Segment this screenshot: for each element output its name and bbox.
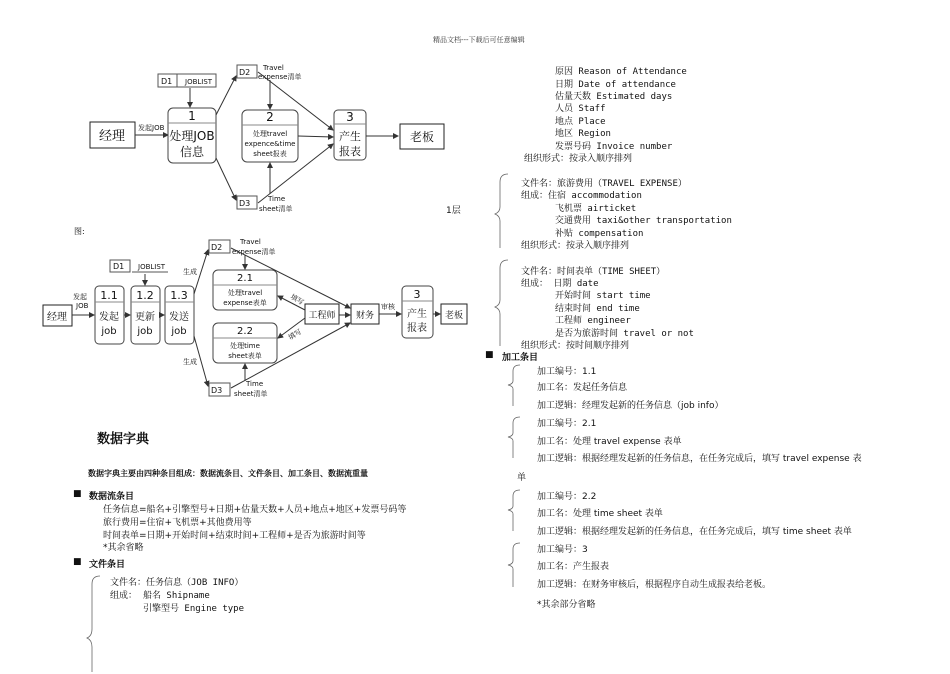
flow-heading: 数据流条目: [89, 492, 135, 502]
svg-text:Time: Time: [246, 380, 264, 388]
process-2-1-logic: 加工逻辑：根据经理发起新的任务信息，在任务完成后，填写 travel expense 表: [537, 454, 862, 464]
svg-text:更新: 更新: [135, 312, 155, 323]
svg-text:3: 3: [346, 110, 354, 124]
svg-text:处理JOB: 处理JOB: [169, 129, 215, 143]
file-heading: 文件条目: [89, 560, 126, 570]
timesheet-brace: [494, 258, 514, 350]
svg-text:发起: 发起: [73, 293, 87, 301]
svg-text:expense清单: expense清单: [232, 248, 276, 256]
timesheet-item: 开始时间 start time: [555, 291, 651, 301]
job-info-item: 引擎型号 Engine type: [143, 604, 245, 614]
process-heading-bullet: ■: [485, 350, 494, 360]
file-heading-bullet: ■: [73, 557, 82, 567]
svg-text:2: 2: [266, 110, 274, 124]
job-info-item: 地点 Place: [555, 117, 606, 127]
svg-text:产生: 产生: [339, 130, 361, 143]
process-brace-3: [506, 541, 526, 591]
svg-text:D2: D2: [211, 243, 223, 252]
timesheet-item: 是否为旅游时间 travel or not: [555, 329, 694, 339]
svg-text:2.2: 2.2: [237, 326, 253, 337]
svg-text:处理travel: 处理travel: [227, 289, 263, 297]
travel-org: 组织形式：按录入顺序排列: [521, 241, 630, 251]
svg-text:产生: 产生: [407, 309, 427, 320]
svg-text:审核: 审核: [381, 303, 395, 311]
flow-line: 任务信息=船名+引擎型号+日期+估量天数+人员+地点+地区+发票号码等: [103, 505, 407, 515]
svg-text:老板: 老板: [444, 311, 464, 321]
travel-item: 交通费用 taxi&other transportation: [555, 216, 732, 226]
svg-text:填写: 填写: [289, 292, 306, 307]
svg-text:job: job: [171, 326, 187, 337]
svg-text:job: job: [101, 326, 117, 337]
svg-text:D3: D3: [211, 386, 223, 395]
process-2-2-name: 加工名：处理 time sheet 表单: [537, 509, 663, 519]
process-1-1-number: 加工编号：1.1: [537, 367, 597, 377]
svg-text:D1: D1: [113, 262, 125, 271]
process-2-2-logic: 加工逻辑：根据经理发起新的任务信息，在任务完成后，填写 time sheet 表单: [537, 527, 852, 537]
travel-comp: 组成：住宿 accommodation: [521, 191, 642, 201]
svg-text:1.3: 1.3: [170, 289, 188, 302]
process-3-name: 加工名：产生报表: [537, 562, 610, 572]
job-info-filename: 文件名：任务信息（JOB INFO）: [110, 578, 244, 588]
dfd-level2-diagram: [0, 228, 480, 408]
svg-text:2.1: 2.1: [237, 273, 253, 284]
svg-text:处理travel: 处理travel: [252, 130, 288, 138]
travel-brace: [494, 172, 514, 252]
process-brace-2-1: [506, 415, 526, 460]
svg-text:JOBLIST: JOBLIST: [185, 78, 213, 86]
svg-text:3: 3: [413, 288, 421, 301]
svg-text:D1: D1: [161, 77, 173, 86]
timesheet-filename: 文件名：时间表单（TIME SHEET）: [521, 267, 666, 277]
svg-text:处理time: 处理time: [230, 342, 260, 350]
process-2-1-logic-wrap: 单: [517, 473, 527, 483]
level-caption: 1层: [446, 206, 461, 216]
svg-text:填写: 填写: [287, 327, 304, 342]
svg-text:sheet清单: sheet清单: [234, 390, 268, 398]
figure-label: 图:: [74, 227, 85, 236]
job-info-comp-label: 组成：: [110, 591, 138, 601]
process-2-1-name: 加工名：处理 travel expense 表单: [537, 437, 682, 447]
svg-text:expense清单: expense清单: [258, 73, 302, 81]
svg-text:发送: 发送: [169, 312, 189, 323]
flow-line: 时间表单=日期+开始时间+结束时间+工程师+是否为旅游时间等: [103, 531, 366, 541]
svg-text:生成: 生成: [183, 358, 197, 366]
svg-text:expense表单: expense表单: [223, 299, 267, 307]
svg-text:经理: 经理: [47, 312, 67, 323]
svg-text:报表: 报表: [339, 145, 361, 158]
process-1-1-logic: 加工逻辑：经理发起新的任务信息（job info）: [537, 401, 724, 411]
process-brace-2-2: [506, 488, 526, 533]
page-header: 精品文档---下载后可任意编辑: [433, 36, 525, 44]
job-info-item: 发票号码 Invoice number: [555, 142, 673, 152]
svg-text:job: job: [137, 326, 153, 337]
svg-text:Time: Time: [268, 195, 286, 203]
svg-text:发起: 发起: [99, 312, 119, 323]
job-info-item: 日期 Date of attendance: [555, 80, 676, 90]
job-info-item: 船名 Shipname: [143, 591, 210, 601]
svg-text:D2: D2: [239, 68, 251, 77]
svg-text:sheet表单: sheet表单: [228, 352, 262, 360]
dictionary-intro: 数据字典主要由四种条目组成：数据流条目、文件条目、加工条目、数据流重量: [88, 469, 368, 478]
timesheet-comp: 组成： 日期 date: [521, 279, 599, 289]
process-brace-1-1: [506, 363, 526, 408]
svg-text:sheet清单: sheet清单: [259, 205, 293, 213]
svg-text:1.2: 1.2: [136, 289, 154, 302]
svg-text:信息: 信息: [179, 145, 205, 159]
svg-text:发起JOB: 发起JOB: [138, 124, 165, 132]
timesheet-org: 组织形式：按时间顺序排列: [521, 341, 630, 351]
process-1-1-name: 加工名：发起任务信息: [537, 383, 628, 393]
svg-text:工程师: 工程师: [308, 311, 336, 321]
rest-omitted-note: *其余部分省略: [537, 600, 596, 610]
process-2-2-number: 加工编号：2.2: [537, 492, 597, 502]
timesheet-item: 结束时间 end time: [555, 304, 640, 314]
job-info-brace: [86, 574, 106, 674]
flow-line: *其余省略: [103, 543, 144, 553]
timesheet-item: 工程师 engineer: [555, 316, 631, 326]
svg-text:生成: 生成: [183, 268, 197, 276]
job-info-item: 原因 Reason of Attendance: [555, 67, 687, 77]
svg-text:报表: 报表: [407, 323, 427, 334]
svg-text:财务: 财务: [355, 311, 375, 321]
dfd-level1-diagram: [0, 0, 470, 230]
travel-filename: 文件名：旅游费用（TRAVEL EXPENSE）: [521, 179, 687, 189]
svg-text:1: 1: [188, 109, 196, 123]
process-3-logic: 加工逻辑：在财务审核后，根据程序自动生成报表给老板。: [537, 580, 772, 590]
process-heading: 加工条目: [502, 353, 539, 363]
job-info-item: 人员 Staff: [555, 104, 606, 114]
svg-text:Travel: Travel: [263, 64, 284, 72]
job-info-item: 估量天数 Estimated days: [555, 92, 673, 102]
travel-item: 飞机票 airticket: [555, 204, 637, 214]
svg-text:D3: D3: [239, 199, 251, 208]
process-2-1-number: 加工编号：2.1: [537, 419, 597, 429]
svg-text:JOBLIST: JOBLIST: [138, 263, 166, 271]
svg-text:1.1: 1.1: [100, 289, 118, 302]
flow-line: 旅行费用=住宿+飞机票+其他费用等: [103, 518, 252, 528]
svg-text:Travel: Travel: [240, 238, 261, 246]
svg-text:expence&time: expence&time: [244, 140, 296, 148]
flow-heading-bullet: ■: [73, 489, 82, 499]
job-info-org: 组织形式：按录入顺序排列: [524, 154, 633, 164]
job-info-item: 地区 Region: [555, 129, 611, 139]
dictionary-title: 数据字典: [97, 432, 150, 447]
svg-text:sheet报表: sheet报表: [253, 150, 287, 158]
manager-label: 经理: [98, 129, 126, 144]
process-3-number: 加工编号：3: [537, 545, 588, 555]
svg-text:JOB: JOB: [76, 302, 89, 310]
svg-text:老板: 老板: [409, 130, 435, 144]
travel-item: 补贴 compensation: [555, 229, 644, 239]
